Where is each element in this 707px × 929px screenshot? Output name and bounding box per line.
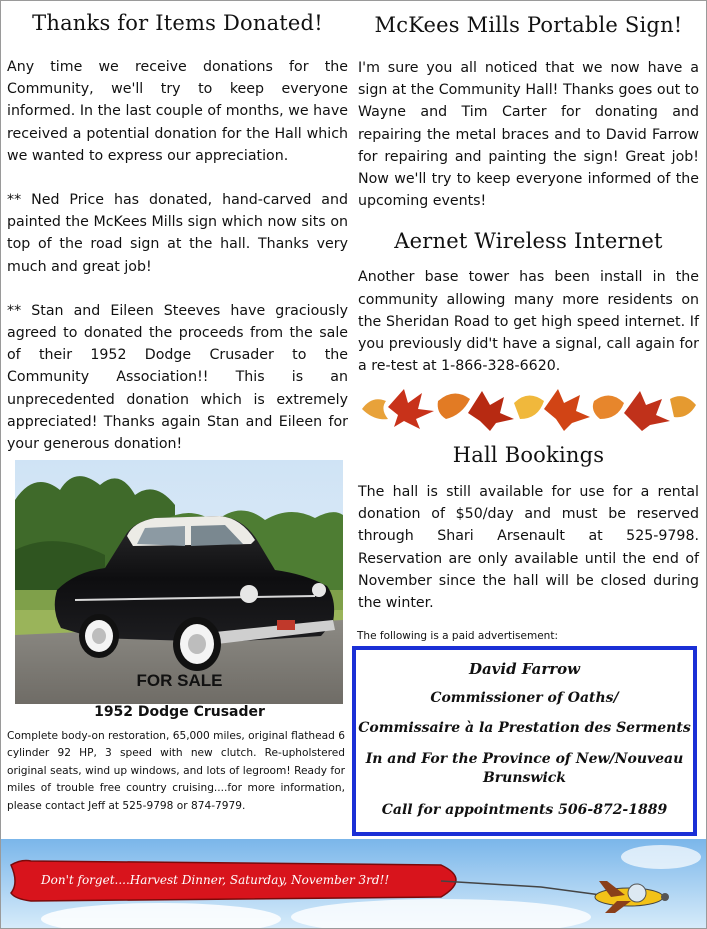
ned-price-note: ** Ned Price has donated, hand-carved and painted the McKees Mills sign which now sits on top of the road sign at the hall. Thanks very much and great job! xyxy=(7,192,348,275)
left-column xyxy=(7,1,348,455)
sign-text: I'm sure you all noticed that we now have a sign at the Community Hall! Thanks goes out to Wayne and Tim Carter for donating and repairing the metal braces and to David Farrow for repairing and painting the sign! Great job! Now we'll try to keep everyone informed of the upcoming events! xyxy=(358,60,699,210)
car-title: 1952 Dodge Crusader xyxy=(94,704,265,720)
ad-phone: Call for appointments 506-872-1889 xyxy=(381,802,668,818)
autumn-leaves-divider xyxy=(358,379,699,431)
for-sale-label: FOR SALE xyxy=(136,671,223,690)
sign-heading: McKees Mills Portable Sign! xyxy=(374,13,683,37)
car-photo xyxy=(15,460,343,704)
hall-section xyxy=(358,443,699,614)
ad-title-fr: Commissaire à la Prestation des Serments xyxy=(358,720,691,736)
ad-province: In and For the Province of New/Nouveau Brunswick xyxy=(365,751,684,786)
steeves-note: ** Stan and Eileen Steeves have graciously agreed to donated the proceeds from the sale of their 1952 Dodge Crusader to the Community Association!! This is an unprecedented donation which is extremely appreciated! Thanks again Stan and Eileen for your generous donation! xyxy=(7,302,348,453)
car-description: Complete body-on restoration, 65,000 miles, original flathead 6 cylinder 92 HP, 3 speed with new clutch. Re-upholstered original seats, wind up windows, and lots of legroom! Ready for miles of trouble free country cruising....for more information, please contact Jeff at 525-9798 or 874-7979. xyxy=(7,730,345,812)
ad-box xyxy=(352,646,697,836)
donations-intro: Any time we receive donations for the Community, we'll try to keep everyone informed. In the last couple of months, we have received a potential donation for the Hall which we wanted to express our appreciation. xyxy=(7,59,348,164)
hall-heading: Hall Bookings xyxy=(452,443,605,467)
paid-ad-note: The following is a paid advertisement: xyxy=(357,630,558,642)
ad-title-en: Commissioner of Oaths/ xyxy=(430,690,619,706)
donations-heading: Thanks for Items Donated! xyxy=(32,11,323,35)
internet-text: Another base tower has been install in the community allowing many more residents on the Sheridan Road to get high speed internet. If you previously did't have a signal, call again for a re-test at 1-866-328-6620. xyxy=(358,269,699,375)
internet-heading: Aernet Wireless Internet xyxy=(394,229,663,254)
hall-text: The hall is still available for use for a rental donation of $50/day and must be reserved through Shari Arsenault at 525-9798. Reservation are only available until the end of November since the hall will be closed during the winter. xyxy=(358,484,699,612)
ad-name: David Farrow xyxy=(468,660,581,678)
harvest-dinner-banner-text: Don't forget....Harvest Dinner, Saturday, November 3rd!! xyxy=(41,873,390,887)
right-column xyxy=(358,1,699,377)
